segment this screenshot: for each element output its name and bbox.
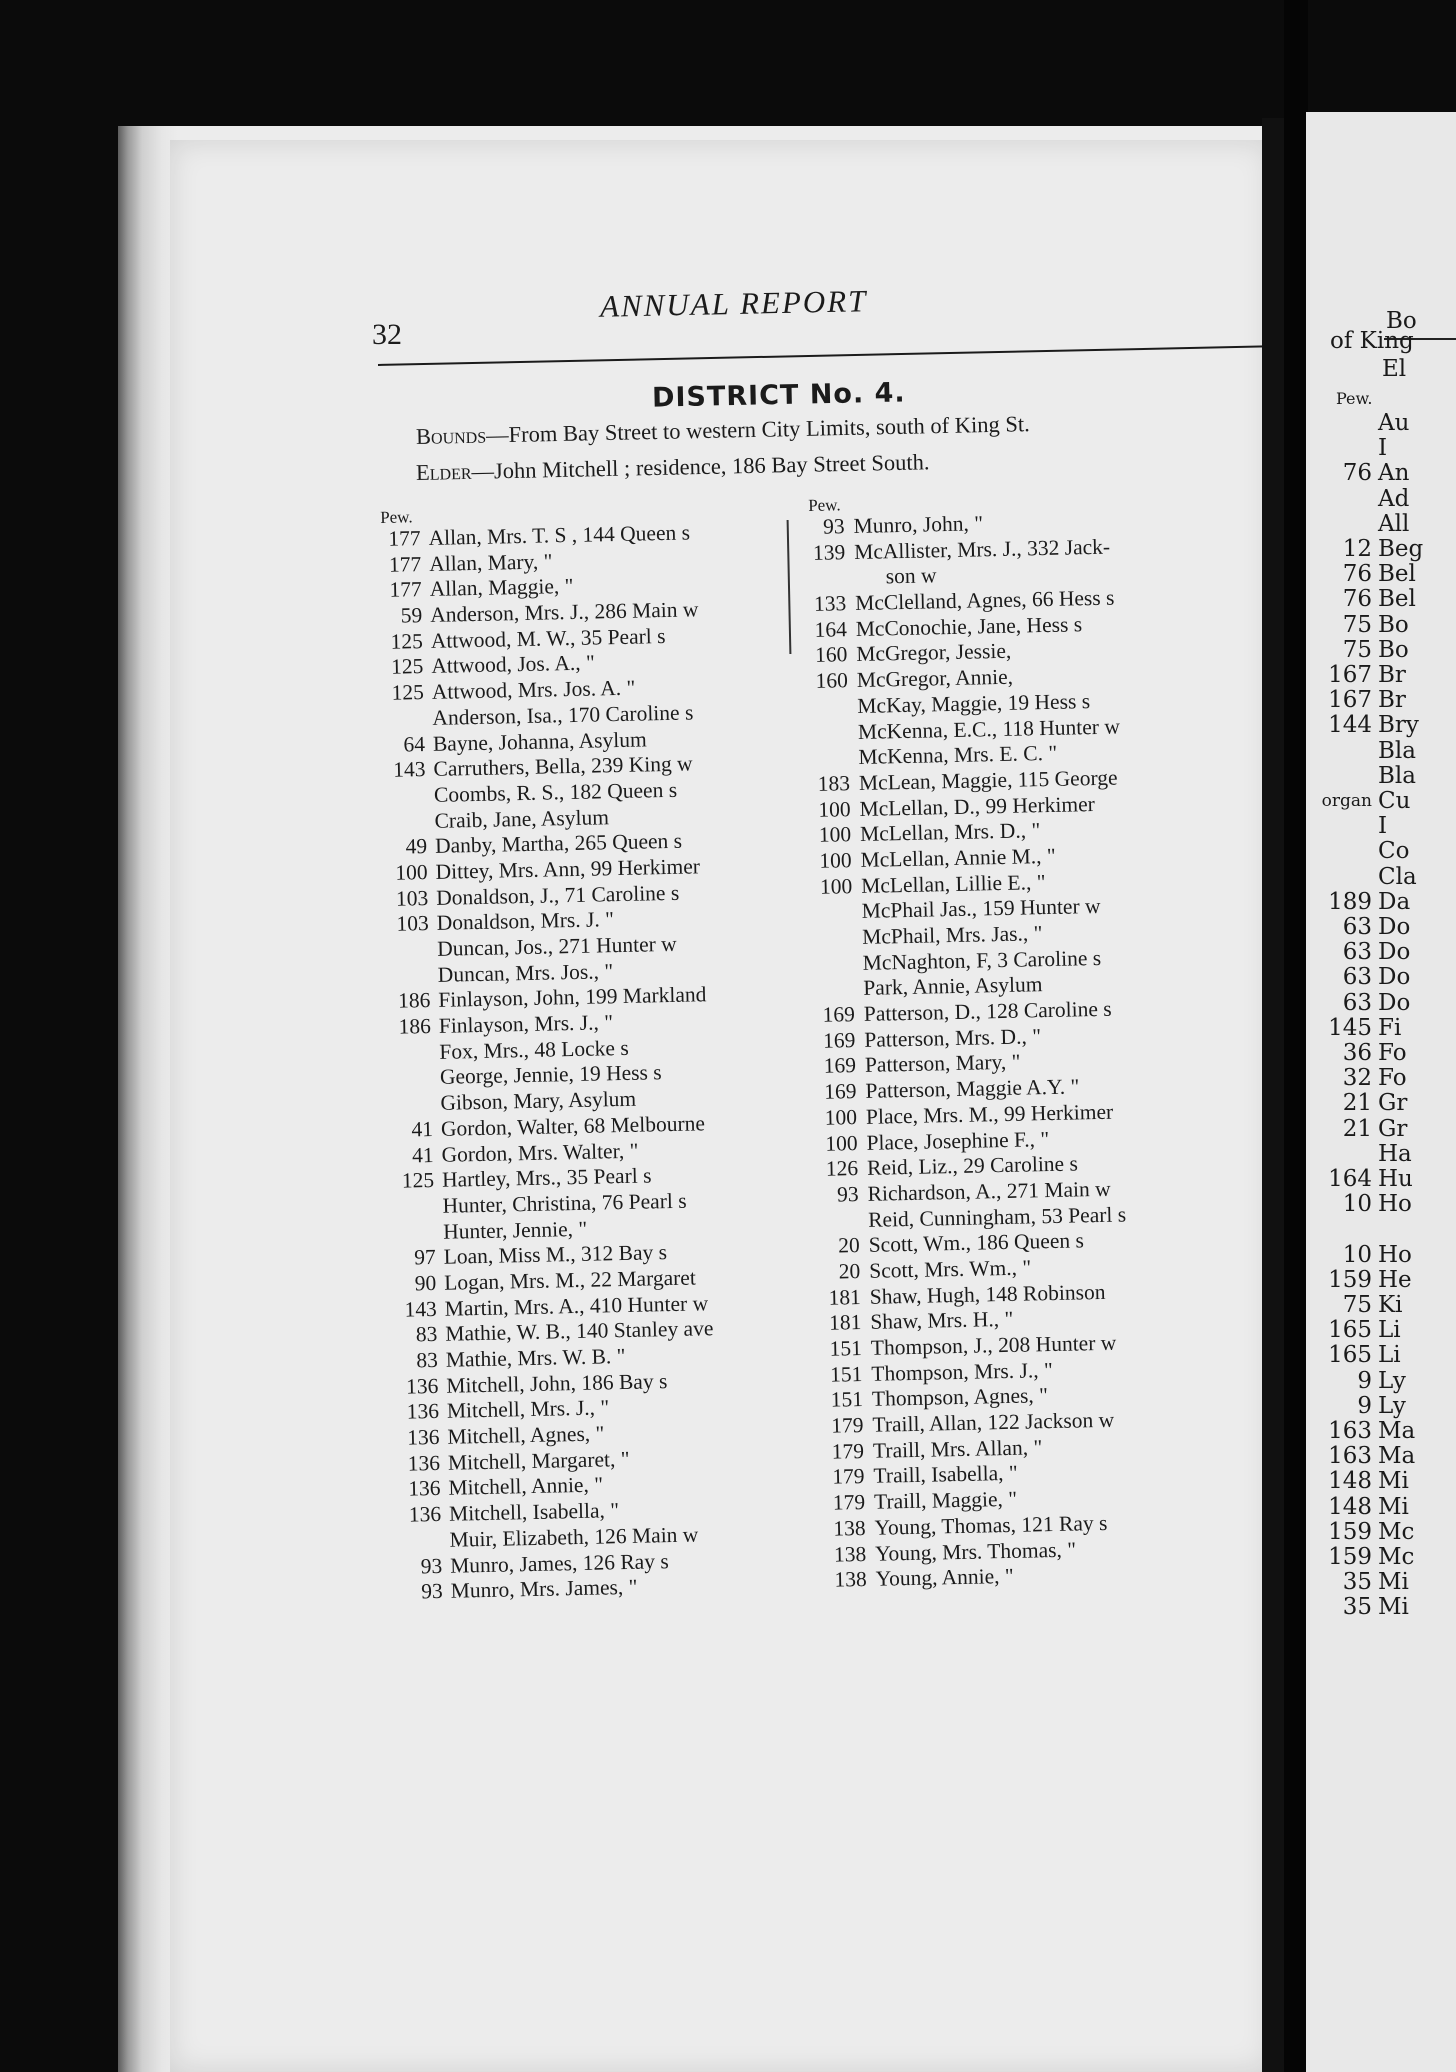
facing-pew-number: 21 (1342, 1090, 1372, 1117)
member-name-address: Gordon, Walter, 68 Melbourne (440, 1111, 706, 1141)
elder-text: —John Mitchell ; residence, 186 Bay Street South. (471, 449, 930, 484)
facing-name-fragment: Au (1378, 410, 1410, 436)
member-name-address: Dittey, Mrs. Ann, 99 Herkimer (435, 854, 701, 884)
pew-number: 177 (389, 577, 422, 603)
facing-pew-number: 75 (1342, 1292, 1372, 1318)
facing-name-fragment: Do (1378, 939, 1411, 966)
member-name-address: McConochie, Jane, Hess s (855, 611, 1083, 641)
facing-pew-number: 164 (1328, 1166, 1372, 1192)
pew-number: 100 (825, 1130, 858, 1156)
member-name-address: Hartley, Mrs., 35 Pearl s (441, 1163, 652, 1192)
pew-number: 93 (836, 1181, 859, 1207)
member-name-address: Allan, Mary, " (428, 549, 553, 576)
facing-pew-number: 75 (1342, 636, 1372, 663)
facing-name-fragment: I (1378, 813, 1388, 840)
facing-pew-number: 10 (1342, 1191, 1372, 1218)
member-name-address: Donaldson, Mrs. J. " (436, 907, 615, 936)
facing-name-fragment: Do (1378, 914, 1411, 940)
pew-number (811, 745, 849, 746)
facing-name-fragment: Mc (1378, 1544, 1415, 1570)
member-name-address: Loan, Miss M., 312 Bay s (443, 1240, 668, 1270)
pew-number (821, 1208, 859, 1209)
member-name-address: Munro, John, " (853, 511, 984, 539)
pew-number: 100 (824, 1104, 858, 1130)
member-name-address: Munro, Mrs. James, " (450, 1574, 638, 1603)
facing-pew-number: 32 (1342, 1065, 1372, 1092)
facing-pew-number: 144 (1328, 712, 1372, 739)
facing-pew-number: 159 (1328, 1544, 1372, 1570)
pew-number: 93 (420, 1553, 443, 1578)
pew-number: 186 (397, 988, 431, 1014)
pew-number: 136 (408, 1476, 441, 1502)
pew-number (382, 706, 424, 707)
facing-pew-number: 159 (1328, 1266, 1372, 1293)
member-name-address: Scott, Mrs. Wm., " (868, 1255, 1032, 1283)
member-name-address: Mathie, W. B., 140 Stanley ave (445, 1316, 714, 1347)
district-title: DISTRICT No. 4. (651, 377, 906, 414)
facing-name-fragment: Da (1378, 888, 1411, 915)
member-name-address: McGregor, Jessie, (856, 639, 1012, 667)
facing-heading-fragment: Bo (1386, 308, 1417, 334)
facing-pew-number: 76 (1342, 460, 1372, 487)
pew-number (384, 809, 426, 810)
member-name-address: Reid, Cunningham, 53 Pearl s (867, 1202, 1127, 1232)
pew-number: 100 (818, 822, 852, 848)
pew-number (816, 951, 854, 952)
pew-number: 41 (411, 1116, 434, 1142)
pew-header: Pew. (379, 507, 413, 527)
member-name-address: Donaldson, J., 71 Caroline s (435, 880, 680, 910)
pew-number: 133 (813, 591, 847, 616)
member-name-address: Attwood, Mrs. Jos. A. " (431, 675, 636, 705)
pew-number: 183 (817, 771, 851, 796)
facing-name-fragment: Hu (1378, 1166, 1413, 1192)
member-name-address: McPhail Jas., 159 Hunter w (861, 894, 1101, 924)
pew-number: 179 (832, 1464, 865, 1490)
facing-pew-number: 165 (1328, 1317, 1372, 1344)
facing-pew-header: Pew. (1336, 389, 1373, 408)
pew-number: 138 (833, 1515, 866, 1541)
facing-pew-number: 165 (1328, 1342, 1372, 1369)
page-content (170, 140, 1270, 2072)
member-name-address: Place, Mrs. M., 99 Herkimer (865, 1099, 1114, 1129)
pew-number: 97 (413, 1245, 436, 1270)
member-name-address: Mitchell, Annie, " (448, 1472, 604, 1501)
facing-name-fragment: Ma (1378, 1418, 1416, 1444)
pew-number: 64 (403, 731, 426, 757)
facing-name-fragment: Bel (1378, 586, 1416, 613)
left-column (378, 499, 821, 1605)
member-name-address: Danby, Martha, 265 Queen s (434, 828, 683, 859)
member-name-address: Place, Josephine F., " (866, 1126, 1050, 1155)
pew-number: 143 (392, 757, 426, 782)
pew-number: 138 (833, 1541, 867, 1567)
member-name-address: Thompson, Agnes, " (871, 1383, 1049, 1412)
member-name-address: Patterson, Mrs. D., " (864, 1023, 1042, 1052)
pew-number (811, 720, 849, 721)
member-name-address: Mitchell, John, 186 Bay s (446, 1368, 668, 1398)
facing-name-fragment: Ma (1378, 1443, 1416, 1470)
facing-name-fragment: Mi (1378, 1493, 1409, 1520)
member-name-address: Shaw, Mrs. H., " (870, 1307, 1014, 1335)
member-name-address: Thompson, J., 208 Hunter w (870, 1330, 1117, 1360)
pew-number (816, 976, 854, 977)
facing-pew-number: 76 (1342, 586, 1372, 613)
facing-pew-number: 167 (1328, 662, 1372, 688)
facing-name-fragment: Gr (1378, 1090, 1408, 1117)
facing-pew-number: 63 (1342, 939, 1372, 966)
facing-name-fragment: He (1378, 1266, 1412, 1293)
facing-pew-number: organ (1321, 791, 1372, 811)
member-name-address: Gibson, Mary, Asylum (440, 1086, 637, 1115)
member-name-address: Mitchell, Margaret, " (447, 1446, 630, 1475)
member-name-address: Mitchell, Isabella, " (448, 1498, 620, 1526)
facing-name-fragment: Li (1378, 1317, 1401, 1344)
facing-pew-number: 63 (1342, 914, 1372, 940)
facing-name-fragment: Ho (1378, 1191, 1412, 1218)
facing-heading-fragment: El (1382, 356, 1407, 382)
member-name-address: Mitchell, Mrs. J., " (446, 1395, 610, 1424)
pew-number: 136 (405, 1373, 439, 1399)
member-name-address: Patterson, Maggie A.Y. " (865, 1074, 1080, 1104)
facing-name-fragment: Li (1378, 1342, 1401, 1369)
facing-heading-fragment: of King (1330, 328, 1414, 354)
facing-name-fragment: Fi (1378, 1014, 1402, 1041)
member-name-address: Young, Annie, " (875, 1564, 1014, 1591)
facing-name-fragment: Ki (1378, 1292, 1403, 1318)
facing-name-fragment: Cu (1378, 788, 1411, 814)
member-name-address: McClelland, Agnes, 66 Hess s (855, 585, 1115, 616)
pew-number: 164 (814, 616, 848, 642)
member-name-address: Logan, Mrs. M., 22 Margaret (443, 1265, 697, 1295)
facing-name-fragment: Ly (1378, 1367, 1406, 1394)
member-name-address: McAllister, Mrs. J., 332 Jack- (853, 534, 1111, 564)
pew-number: 179 (832, 1490, 866, 1515)
pew-number: 125 (390, 654, 424, 680)
member-name-address: Gordon, Mrs. Walter, " (441, 1138, 639, 1167)
member-name-address: Shaw, Hugh, 148 Robinson (869, 1279, 1106, 1309)
bounds-text: —From Bay Street to western City Limits, south of King St. (485, 411, 1030, 448)
member-name-address: Hunter, Jennie, " (442, 1216, 588, 1244)
pew-number (390, 1091, 432, 1092)
member-name-address: Traill, Maggie, " (873, 1486, 1018, 1514)
member-name-address: McKay, Maggie, 19 Hess s (857, 688, 1091, 718)
facing-pew-number: 36 (1342, 1040, 1372, 1066)
left-page (170, 140, 1270, 2072)
pew-number (384, 783, 426, 784)
facing-name-fragment: Mi (1378, 1594, 1409, 1621)
right-column (806, 486, 1289, 1593)
member-name-address: Finlayson, John, 199 Markland (438, 982, 707, 1013)
member-name-address: Traill, Isabella, " (873, 1461, 1018, 1489)
member-name-address: Martin, Mrs. A., 410 Hunter w (444, 1290, 709, 1321)
member-name-address: son w (885, 563, 937, 589)
pew-number: 143 (404, 1296, 438, 1322)
member-name-address: Attwood, M. W., 35 Pearl s (430, 623, 666, 653)
facing-pew-number: 9 (1357, 1367, 1372, 1394)
pew-number: 177 (388, 526, 421, 551)
facing-name-fragment: Fo (1378, 1040, 1407, 1066)
bounds-line (416, 411, 1030, 450)
facing-pew-number: 167 (1328, 687, 1372, 714)
member-name-address: Mitchell, Agnes, " (447, 1421, 605, 1449)
page-number: 32 (372, 318, 402, 351)
member-name-address: McNaghton, F, 3 Caroline s (862, 945, 1102, 975)
pew-number: 169 (823, 1079, 857, 1104)
pew-number (815, 925, 853, 926)
member-name-address: Finlayson, Mrs. J., " (438, 1010, 614, 1038)
member-name-address: Allan, Mrs. T. S , 144 Queen s (428, 520, 691, 550)
facing-pew-number: 75 (1342, 611, 1372, 638)
member-name-address: Duncan, Jos., 271 Hunter w (436, 931, 677, 961)
member-name-address: Richardson, A., 271 Main w (867, 1176, 1111, 1206)
pew-header: Pew. (807, 495, 841, 515)
member-name-address: Allan, Maggie, " (429, 574, 574, 602)
member-name-address: Coombs, R. S., 182 Queen s (433, 777, 678, 807)
facing-name-fragment: Bla (1378, 737, 1416, 764)
pew-number: 177 (388, 551, 422, 577)
pew-number (810, 694, 848, 695)
pew-number: 83 (415, 1322, 438, 1347)
facing-name-fragment: Br (1378, 687, 1406, 714)
member-name-address: Patterson, D., 128 Caroline s (863, 996, 1112, 1026)
elder-line (416, 449, 930, 486)
facing-name-fragment: Ad (1378, 485, 1410, 512)
facing-pew-number: 159 (1328, 1518, 1372, 1545)
book-gap (1284, 0, 1308, 2072)
pew-number: 103 (395, 885, 429, 911)
member-name-address: Anderson, Mrs. J., 286 Main w (430, 597, 699, 627)
member-name-address: George, Jennie, 19 Hess s (439, 1060, 662, 1090)
pew-number: 136 (408, 1502, 442, 1527)
pew-number: 151 (830, 1387, 864, 1413)
pew-number (807, 566, 845, 567)
facing-name-fragment: I (1378, 435, 1388, 462)
pew-number: 49 (405, 834, 428, 859)
pew-number (389, 1040, 431, 1041)
pew-number: 151 (829, 1361, 863, 1387)
facing-pew-number: 163 (1328, 1418, 1372, 1444)
facing-pew-number: 10 (1342, 1241, 1372, 1268)
pew-number (399, 1528, 441, 1529)
pew-number: 83 (416, 1347, 439, 1373)
pew-number: 138 (834, 1567, 867, 1592)
member-name-address: Mathie, Mrs. W. B. " (445, 1344, 626, 1372)
pew-number (388, 963, 430, 964)
member-name-address: McLellan, D., 99 Herkimer (859, 791, 1095, 821)
member-name-address: Bayne, Johanna, Asylum (432, 726, 647, 756)
member-name-address: Traill, Allan, 122 Jackson w (872, 1407, 1115, 1437)
pew-number: 59 (400, 603, 423, 628)
member-name-address: McLean, Maggie, 115 George (858, 765, 1118, 795)
pew-number: 100 (819, 873, 853, 899)
facing-name-fragment: Mc (1378, 1518, 1415, 1545)
facing-pew-number: 189 (1328, 888, 1372, 915)
facing-name-fragment: Br (1378, 662, 1406, 688)
running-head: ANNUAL REPORT (599, 283, 868, 324)
pew-number: 136 (406, 1424, 440, 1450)
bounds-label: Bounds (415, 422, 487, 449)
pew-number: 125 (401, 1168, 435, 1193)
facing-pew-number: 21 (1342, 1115, 1372, 1142)
facing-name-fragment: An (1378, 460, 1410, 487)
member-name-address: Patterson, Mary, " (864, 1050, 1021, 1078)
member-name-address: Thompson, Mrs. J., " (871, 1357, 1053, 1386)
pew-number: 90 (414, 1270, 437, 1296)
member-name-address: Anderson, Isa., 170 Caroline s (432, 700, 694, 730)
facing-name-fragment: Co (1378, 838, 1410, 865)
pew-number: 160 (814, 642, 848, 668)
member-name-address: McKenna, Mrs. E. C. " (858, 740, 1058, 770)
member-name-address: Young, Thomas, 121 Ray s (874, 1510, 1108, 1540)
member-name-address: Attwood, Jos. A., " (431, 650, 596, 679)
member-name-address: Young, Mrs. Thomas, " (874, 1537, 1077, 1566)
pew-number: 20 (837, 1233, 860, 1258)
pew-number (387, 937, 429, 938)
pew-number: 179 (831, 1438, 865, 1464)
facing-name-fragment: Beg (1378, 536, 1424, 562)
pew-number: 93 (420, 1579, 443, 1604)
elder-label: Elder (415, 458, 472, 485)
pew-number: 169 (822, 1002, 856, 1027)
pew-number: 169 (822, 1027, 856, 1053)
facing-name-fragment: Gr (1378, 1115, 1408, 1142)
member-name-address: Munro, James, 126 Ray s (449, 1548, 669, 1578)
facing-name-fragment: Do (1378, 964, 1411, 991)
member-name-address: Hunter, Christina, 76 Pearl s (442, 1188, 687, 1218)
member-name-address: McLellan, Annie M., " (860, 843, 1056, 872)
pew-number: 181 (828, 1310, 862, 1336)
member-name-address: Park, Annie, Asylum (863, 972, 1043, 1001)
facing-name-fragment: All (1378, 510, 1410, 537)
facing-pew-number: 9 (1357, 1392, 1372, 1419)
facing-name-fragment: Bo (1378, 636, 1409, 663)
member-name-address: McGregor, Annie, (856, 664, 1014, 693)
page-gutter (1262, 118, 1284, 2072)
pew-number: 93 (822, 514, 845, 539)
pew-number: 160 (815, 668, 849, 693)
facing-name-fragment: Mi (1378, 1468, 1409, 1495)
facing-pew-number: 145 (1328, 1014, 1372, 1041)
pew-number (392, 1194, 434, 1195)
pew-number: 169 (823, 1053, 857, 1079)
facing-pew-number: 148 (1328, 1468, 1372, 1495)
facing-name-fragment: Ly (1378, 1392, 1406, 1419)
facing-name-fragment: Ho (1378, 1241, 1412, 1268)
facing-name-fragment: Bry (1378, 712, 1419, 739)
facing-pew-number: 148 (1328, 1493, 1372, 1520)
pew-number: 136 (406, 1399, 440, 1424)
pew-number: 125 (390, 628, 424, 654)
member-name-address: Carruthers, Bella, 239 King w (433, 751, 693, 782)
member-name-address: Scott, Wm., 186 Queen s (868, 1228, 1085, 1258)
pew-number: 151 (829, 1336, 863, 1361)
pew-number: 139 (812, 539, 846, 565)
facing-name-fragment: Mi (1378, 1569, 1409, 1596)
pew-number (390, 1065, 432, 1066)
pew-number: 186 (398, 1014, 432, 1039)
facing-pew-number: 35 (1342, 1569, 1372, 1596)
facing-pew-number: 12 (1342, 536, 1372, 562)
facing-pew-number: 63 (1342, 989, 1372, 1016)
pew-number: 100 (818, 796, 851, 822)
pew-number: 136 (407, 1450, 441, 1476)
member-name-address: McKenna, E.C., 118 Hunter w (857, 713, 1121, 744)
member-name-address: Muir, Elizabeth, 126 Main w (449, 1522, 699, 1552)
member-name-address: McLellan, Mrs. D., " (859, 818, 1041, 847)
facing-name-fragment: Bo (1378, 611, 1409, 638)
pew-number: 20 (838, 1258, 861, 1284)
member-name-address: Craib, Jane, Asylum (434, 804, 610, 833)
member-name-address: Fox, Mrs., 48 Locke s (439, 1035, 629, 1064)
facing-name-fragment: Bel (1378, 561, 1416, 588)
facing-pew-number: 163 (1328, 1443, 1372, 1470)
pew-number: 103 (396, 911, 429, 937)
pew-number: 126 (825, 1156, 859, 1181)
pew-number (393, 1220, 435, 1221)
facing-pew-number: 76 (1342, 561, 1372, 588)
facing-pew-number: 63 (1342, 964, 1372, 991)
pew-number (814, 899, 852, 900)
facing-pew-number: 35 (1342, 1594, 1372, 1621)
member-name-address: Reid, Liz., 29 Caroline s (866, 1151, 1079, 1181)
pew-number: 100 (395, 859, 428, 885)
facing-name-fragment: Ha (1378, 1140, 1412, 1167)
facing-page (1306, 112, 1456, 2072)
member-name-address: McPhail, Mrs. Jas., " (861, 921, 1043, 949)
member-name-address: Traill, Mrs. Allan, " (872, 1435, 1043, 1463)
facing-name-fragment: Bla (1378, 762, 1416, 789)
facing-name-fragment: Cla (1378, 863, 1417, 890)
member-name-address: Duncan, Mrs. Jos., " (437, 958, 614, 987)
pew-number: 41 (411, 1142, 434, 1167)
facing-name-fragment: Do (1378, 989, 1411, 1016)
member-name-address: McLellan, Lillie E., " (860, 869, 1046, 898)
pew-number: 100 (819, 848, 852, 873)
pew-number: 125 (391, 680, 425, 705)
header-rule (378, 344, 1340, 366)
pew-number: 179 (830, 1413, 864, 1438)
facing-name-fragment: Fo (1378, 1065, 1407, 1092)
pew-number: 181 (828, 1284, 862, 1310)
